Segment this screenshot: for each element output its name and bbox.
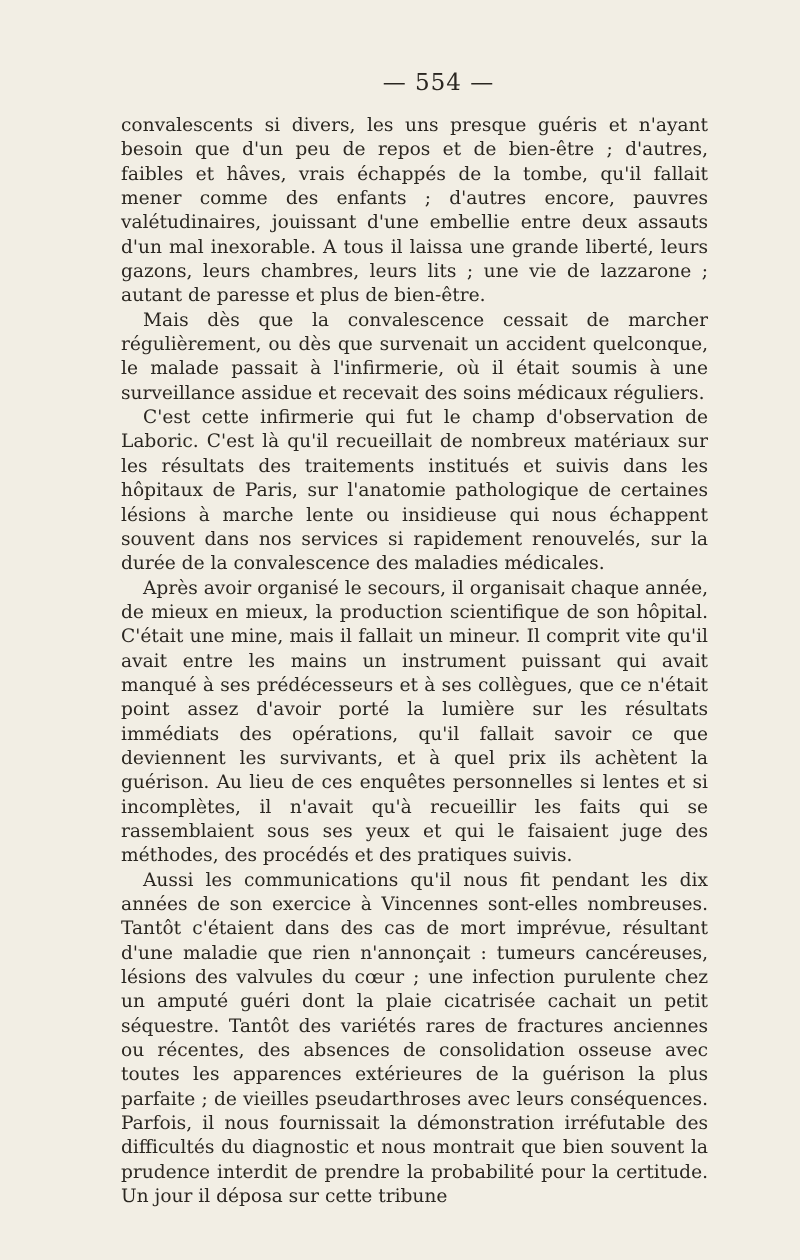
paragraph-5: Aussi les communications qu'il nous fit pendant les dix années de son exercice à Vincennes sont-elles nombreuses. Tantôt c'étaient dans des cas de mort imprévue, résultant d'une maladie que rien n'annonçait : tumeurs cancéreuses, lésions des valvules du cœur ; une infection purulente chez un amputé guéri dont la plaie cicatrisée cachait un petit séquestre. Tantôt des variétés rares de fractures anciennes ou récentes, des absences de consolidation osseuse avec toutes les apparences extérieures de la guérison la plus parfaite ; de vieilles pseudarthroses avec leurs conséquences. Parfois, il nous fournissait la démonstration irréfutable des difficultés du diagnostic et nous montrait que bien souvent la prudence interdit de prendre la probabilité pour la certitude. Un jour il déposa sur cette tribune (121, 869, 708, 1208)
page-number: — 554 — (382, 70, 495, 96)
paragraph-2: Mais dès que la convalescence cessait de marcher régulièrement, ou dès que survenait un accident quelconque, le malade passait à l'infirmerie, où il était soumis à une surveillance assidue et recevait des soins médicaux réguliers. (121, 309, 708, 404)
paragraph-3: C'est cette infirmerie qui fut le champ d'observation de Laboric. C'est là qu'il recueillait de nombreux matériaux sur les résultats des traitements institués et suivis dans les hôpitaux de Paris, sur l'anatomie pathologique de certaines lésions à marche lente ou insidieuse qui nous échappent souvent dans nos services si rapidement renouvelés, sur la durée de la convalescence des maladies médicales. (121, 407, 708, 575)
body-text (121, 114, 708, 1209)
paragraph-1: convalescents si divers, les uns presque guéris et n'ayant besoin que d'un peu de repos et de bien-être ; d'autres, faibles et hâves, vrais échappés de la tombe, qu'il fallait mener comme des enfants ; d'autres encore, pauvres valétudinaires, jouissant d'une embellie entre deux assauts d'un mal inexorable. A tous il laissa une grande liberté, leurs gazons, leurs chambres, leurs lits ; une vie de lazzarone ; autant de paresse et plus de bien-être. (121, 115, 708, 307)
paragraph-4: Après avoir organisé le secours, il organisait chaque année, de mieux en mieux, la production scientifique de son hôpital. C'était une mine, mais il fallait un mineur. Il comprit vite qu'il avait entre les mains un instrument puissant qui avait manqué à ses prédécesseurs et à ses collègues, que ce n'était point assez d'avoir porté la lumière sur les résultats immédiats des opérations, qu'il fallait savoir ce que deviennent les survivants, et à quel prix ils achètent la guérison. Au lieu de ces enquêtes personnelles si lentes et si incomplètes, il n'avait qu'à recueillir les faits qui se rassemblaient sous ses yeux et qui le faisaient juge des méthodes, des procédés et des pratiques suivis. (121, 577, 708, 867)
